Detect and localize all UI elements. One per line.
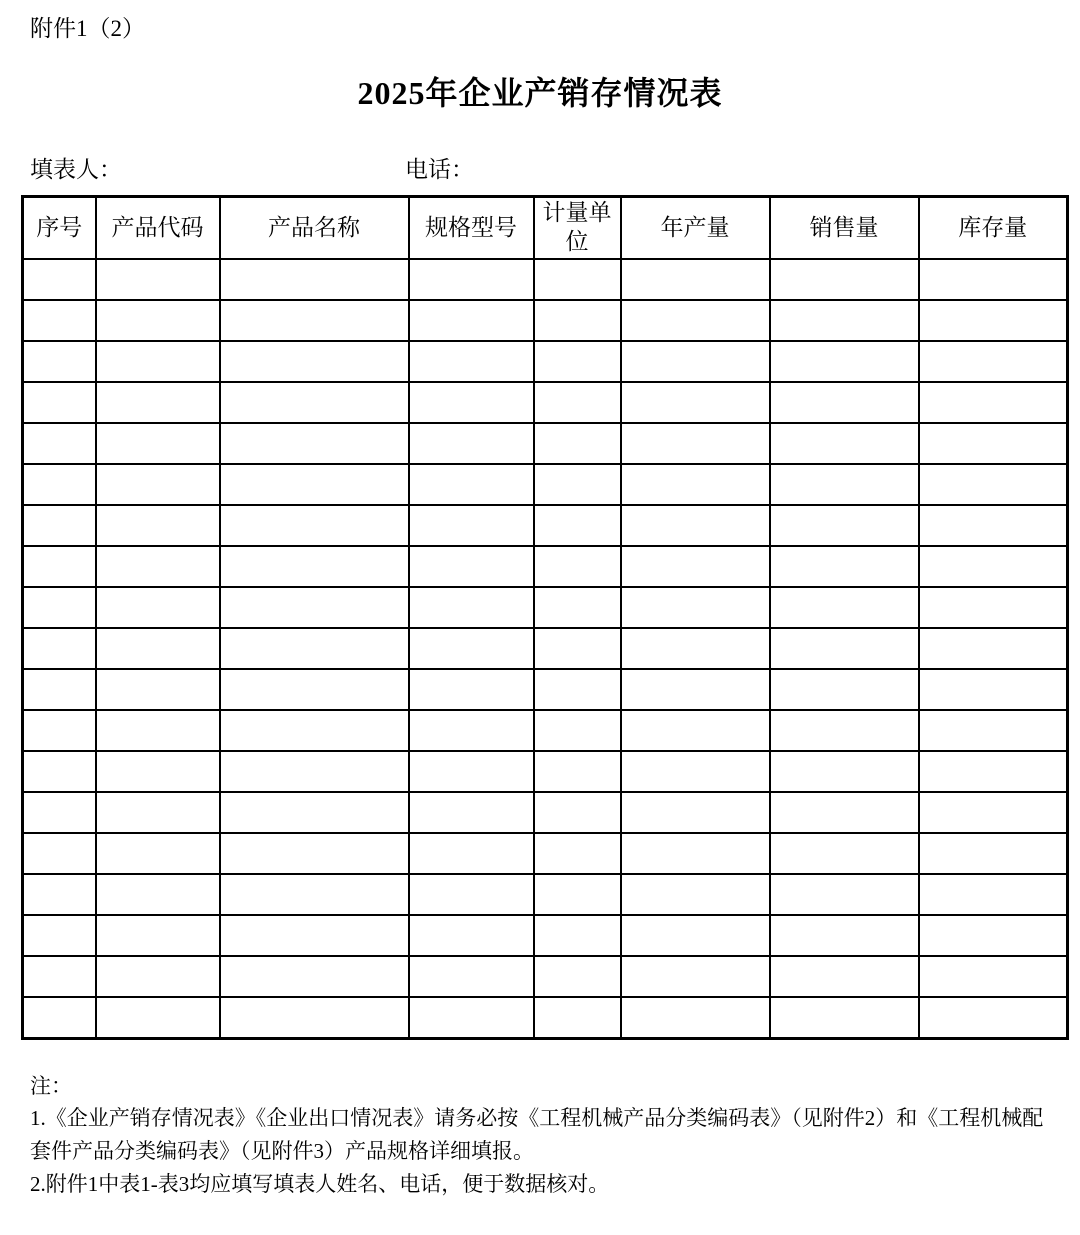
table-cell <box>534 587 621 628</box>
table-body <box>23 259 1068 1038</box>
table-cell <box>96 505 220 546</box>
table-header-row <box>23 196 1068 259</box>
note-item-2: 2.附件1中表1-表3均应填写填表人姓名、电话，便于数据核对。 <box>30 1171 610 1196</box>
table-cell <box>96 874 220 915</box>
notes-section <box>30 1070 1056 1200</box>
table-row <box>23 300 1068 341</box>
table-cell <box>919 751 1068 792</box>
table-cell <box>534 259 621 300</box>
table-row <box>23 956 1068 997</box>
table-cell <box>23 382 96 423</box>
table-cell <box>220 997 409 1038</box>
table-cell <box>621 710 770 751</box>
table-cell <box>23 874 96 915</box>
table-row <box>23 915 1068 956</box>
table-cell <box>621 628 770 669</box>
table-cell <box>770 382 919 423</box>
table-cell <box>621 259 770 300</box>
table-cell <box>409 546 534 587</box>
table-row <box>23 628 1068 669</box>
table-cell <box>409 423 534 464</box>
table-cell <box>96 792 220 833</box>
table-cell <box>621 669 770 710</box>
table-cell <box>96 300 220 341</box>
table-cell <box>96 915 220 956</box>
table-cell <box>534 792 621 833</box>
table-cell <box>96 382 220 423</box>
table-cell <box>770 792 919 833</box>
table-cell <box>23 956 96 997</box>
table-cell <box>534 464 621 505</box>
table-cell <box>23 587 96 628</box>
table-cell <box>96 587 220 628</box>
table-cell <box>770 341 919 382</box>
table-cell <box>621 956 770 997</box>
table-cell <box>220 915 409 956</box>
table-cell <box>534 300 621 341</box>
table-row <box>23 546 1068 587</box>
table-cell <box>919 792 1068 833</box>
table-cell <box>220 464 409 505</box>
table-cell <box>96 259 220 300</box>
page-title: 2025年企业产销存情况表 <box>357 75 723 112</box>
table-cell <box>409 669 534 710</box>
table-cell <box>220 628 409 669</box>
table-cell <box>621 915 770 956</box>
table-cell <box>919 669 1068 710</box>
table-cell <box>220 587 409 628</box>
table-row <box>23 833 1068 874</box>
table-cell <box>96 423 220 464</box>
table-cell <box>534 956 621 997</box>
table-cell <box>96 628 220 669</box>
phone-label: 电话： <box>405 157 474 183</box>
table-cell <box>919 546 1068 587</box>
table-cell <box>96 546 220 587</box>
table-cell <box>220 423 409 464</box>
table-cell <box>220 300 409 341</box>
table-cell <box>23 464 96 505</box>
table-row <box>23 751 1068 792</box>
table-cell <box>919 464 1068 505</box>
table-row <box>23 669 1068 710</box>
table-cell <box>919 833 1068 874</box>
table-cell <box>919 997 1068 1038</box>
table-cell <box>220 956 409 997</box>
table-cell <box>621 300 770 341</box>
table-cell <box>770 546 919 587</box>
table-cell <box>96 464 220 505</box>
table-cell <box>621 751 770 792</box>
table-cell <box>220 259 409 300</box>
table-cell <box>919 505 1068 546</box>
table-cell <box>409 300 534 341</box>
table-cell <box>23 628 96 669</box>
table-cell <box>23 751 96 792</box>
table-cell <box>23 423 96 464</box>
table-cell <box>770 259 919 300</box>
table-cell <box>220 710 409 751</box>
table-cell <box>23 669 96 710</box>
table-row <box>23 423 1068 464</box>
table-cell <box>919 259 1068 300</box>
table-cell <box>534 546 621 587</box>
table-row <box>23 997 1068 1038</box>
table-cell <box>919 874 1068 915</box>
table-cell <box>96 956 220 997</box>
col-header-inventory: 库存量 <box>919 196 1068 259</box>
table-cell <box>409 259 534 300</box>
table-cell <box>409 792 534 833</box>
meta-row <box>30 156 1080 184</box>
table-cell <box>409 751 534 792</box>
table-cell <box>770 669 919 710</box>
table-cell <box>23 341 96 382</box>
table-cell <box>919 382 1068 423</box>
table-cell <box>23 546 96 587</box>
table-cell <box>621 464 770 505</box>
table-row <box>23 259 1068 300</box>
table-cell <box>409 997 534 1038</box>
col-header-product-name: 产品名称 <box>220 196 409 259</box>
notes-heading: 注： <box>30 1073 72 1098</box>
table-cell <box>220 751 409 792</box>
table-cell <box>409 628 534 669</box>
col-header-product-code: 产品代码 <box>96 196 220 259</box>
table-cell <box>621 997 770 1038</box>
table-cell <box>621 874 770 915</box>
table-cell <box>919 423 1068 464</box>
table-cell <box>534 833 621 874</box>
table-cell <box>534 423 621 464</box>
col-header-sales-volume: 销售量 <box>770 196 919 259</box>
note-item-1: 1.《企业产销存情况表》《企业出口情况表》请务必按《工程机械产品分类编码表》（见附件2）和《工程机械配套件产品分类编码表》（见附件3）产品规格详细填报。 <box>30 1106 1044 1163</box>
table-cell <box>770 833 919 874</box>
table-cell <box>621 587 770 628</box>
table-cell <box>220 833 409 874</box>
table-cell <box>770 710 919 751</box>
table-cell <box>220 505 409 546</box>
table-row <box>23 710 1068 751</box>
table-cell <box>621 341 770 382</box>
table-cell <box>409 874 534 915</box>
table-cell <box>534 505 621 546</box>
table-cell <box>96 710 220 751</box>
table-cell <box>534 382 621 423</box>
table-cell <box>220 874 409 915</box>
table-cell <box>409 956 534 997</box>
table-cell <box>409 505 534 546</box>
table-cell <box>534 628 621 669</box>
table-cell <box>534 710 621 751</box>
table-cell <box>96 833 220 874</box>
table-cell <box>96 669 220 710</box>
table-cell <box>621 382 770 423</box>
attachment-label: 附件1（2） <box>30 16 145 41</box>
table-row <box>23 874 1068 915</box>
table-cell <box>770 751 919 792</box>
table-cell <box>770 874 919 915</box>
table-cell <box>919 341 1068 382</box>
table-row <box>23 587 1068 628</box>
table-cell <box>770 505 919 546</box>
table-cell <box>96 341 220 382</box>
table-cell <box>220 382 409 423</box>
form-filler-label: 填表人： <box>30 157 122 183</box>
table-cell <box>919 587 1068 628</box>
table-cell <box>220 669 409 710</box>
table-cell <box>770 997 919 1038</box>
col-header-annual-output: 年产量 <box>621 196 770 259</box>
table-cell <box>534 874 621 915</box>
table-cell <box>770 300 919 341</box>
table-cell <box>409 382 534 423</box>
table-cell <box>409 464 534 505</box>
table-cell <box>770 628 919 669</box>
table-cell <box>23 300 96 341</box>
table-cell <box>409 710 534 751</box>
table-cell <box>23 792 96 833</box>
table-cell <box>409 341 534 382</box>
table-row <box>23 382 1068 423</box>
table-cell <box>220 792 409 833</box>
table-cell <box>409 587 534 628</box>
table-cell <box>23 710 96 751</box>
table-cell <box>23 915 96 956</box>
table-cell <box>621 505 770 546</box>
table-cell <box>621 792 770 833</box>
table-cell <box>919 956 1068 997</box>
table-cell <box>220 546 409 587</box>
table-cell <box>23 505 96 546</box>
table-cell <box>96 997 220 1038</box>
table-cell <box>534 751 621 792</box>
table-cell <box>621 546 770 587</box>
table-row <box>23 341 1068 382</box>
table-cell <box>621 833 770 874</box>
table-cell <box>23 997 96 1038</box>
table-cell <box>23 259 96 300</box>
table-cell <box>770 464 919 505</box>
table-cell <box>919 710 1068 751</box>
table-cell <box>770 915 919 956</box>
table-cell <box>534 341 621 382</box>
table-cell <box>409 833 534 874</box>
table-cell <box>770 423 919 464</box>
table-cell <box>534 915 621 956</box>
table-cell <box>770 956 919 997</box>
table-cell <box>534 997 621 1038</box>
table-cell <box>220 341 409 382</box>
table-cell <box>919 628 1068 669</box>
table-row <box>23 505 1068 546</box>
col-header-spec-model: 规格型号 <box>409 196 534 259</box>
col-header-unit: 计量单位 <box>534 196 621 259</box>
col-header-serial-number: 序号 <box>23 196 96 259</box>
table-cell <box>534 669 621 710</box>
table-cell <box>621 423 770 464</box>
production-sales-inventory-table <box>21 195 1069 1040</box>
table-cell <box>919 300 1068 341</box>
table-row <box>23 464 1068 505</box>
table-cell <box>23 833 96 874</box>
table-cell <box>770 587 919 628</box>
table-cell <box>96 751 220 792</box>
table-row <box>23 792 1068 833</box>
table-cell <box>409 915 534 956</box>
table-cell <box>919 915 1068 956</box>
